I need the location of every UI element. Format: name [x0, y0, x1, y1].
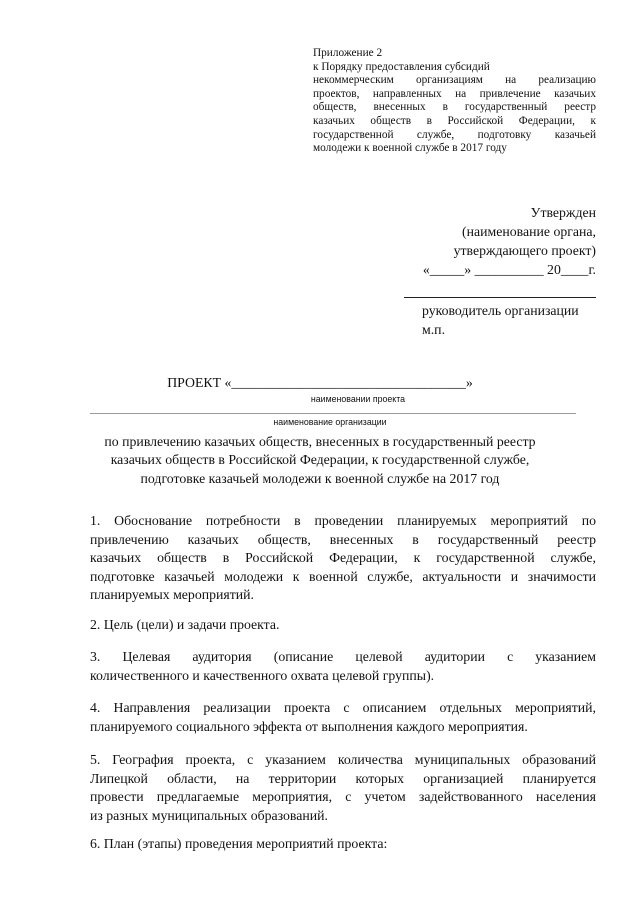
stamp-place: м.п. — [422, 322, 446, 337]
approving-authority-line-1: (наименование органа, — [462, 224, 596, 239]
approving-authority-line-2: утверждающего проект) — [453, 243, 596, 258]
organization-caption: наименование организации — [273, 417, 387, 427]
section-line: привлечению казачьих обществ, внесенных в государственный реестр — [90, 531, 596, 547]
section-3-audience — [90, 648, 596, 685]
section-line: планируемого социального эффекта от выполнения каждого мероприятия. — [90, 718, 528, 734]
section-line: 3. Целевая аудитория (описание целевой аудитории с указанием — [90, 649, 596, 664]
section-line: казачьих обществ в Российской Федерации, к государственной службе, — [90, 550, 596, 565]
appendix-line: государственной службе, подготовку казачьей — [313, 128, 596, 141]
project-name-caption: наименовании проекта — [310, 394, 406, 404]
section-line: 5. География проекта, с указанием количества муниципальных образований — [90, 752, 596, 767]
approval-block — [380, 203, 596, 279]
appendix-line: проектов, направленных на привлечение казачьих — [313, 87, 596, 100]
appendix-note — [313, 47, 596, 156]
organization-line — [90, 413, 576, 414]
section-line: провести предлагаемые мероприятия, с учетом задействованного населения — [90, 789, 596, 804]
approval-date-line: «_____» __________ 20____г. — [422, 262, 596, 277]
section-line: из разных муниципальных образований. — [90, 807, 328, 823]
project-title: ПРОЕКТ «__________________________________» — [167, 375, 473, 390]
appendix-line: к Порядку предоставления субсидий — [313, 60, 490, 73]
subtitle-line: по привлечению казачьих обществ, внесенных в государственный реестр — [104, 434, 536, 449]
section-line: 4. Направления реализации проекта с описанием отдельных мероприятий, — [90, 700, 596, 715]
project-subtitle — [80, 433, 560, 488]
signer-block — [422, 301, 602, 339]
subtitle-line: казачьих обществ в Российской Федерации, к государственной службе, — [110, 452, 530, 468]
approved-label: Утвержден — [530, 205, 596, 220]
section-line: планируемых мероприятий. — [90, 587, 254, 602]
appendix-line: некоммерческим организациям на реализацию — [313, 74, 596, 87]
section-line: подготовке казачьей молодежи к военной службе, актуальности и значимости — [90, 568, 596, 584]
section-line: 6. План (этапы) проведения мероприятий проекта: — [90, 836, 388, 851]
appendix-line: обществ, внесенных в государственный реестр — [313, 101, 596, 114]
section-4-directions — [90, 699, 596, 736]
section-1-justification — [90, 512, 596, 605]
appendix-line: казачьих обществ в Российской Федерации, к — [313, 114, 596, 127]
appendix-line: молодежи к военной службе в 2017 году — [313, 142, 507, 155]
section-2-goals — [90, 616, 596, 635]
section-line: Липецкой области, на территории которых организацией планируется — [90, 770, 596, 786]
signer-title: руководитель организации — [422, 303, 579, 318]
signature-line — [404, 297, 596, 298]
subtitle-line: подготовке казачьей молодежи к военной службе на 2017 год — [140, 470, 500, 486]
section-line: 1. Обоснование потребности в проведении планируемых мероприятий по — [90, 513, 596, 528]
section-6-plan — [90, 835, 596, 854]
section-5-geography — [90, 751, 596, 825]
appendix-line: Приложение 2 — [313, 47, 383, 59]
section-line: количественного и качественного охвата целевой группы). — [90, 667, 435, 683]
section-line: 2. Цель (цели) и задачи проекта. — [90, 617, 280, 632]
